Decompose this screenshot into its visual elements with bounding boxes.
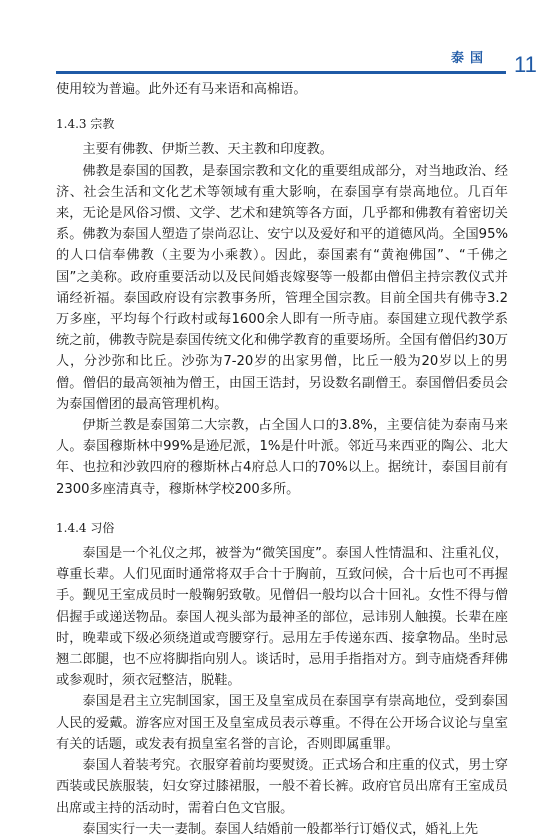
body-paragraph: 使用较为普遍。此外还有马来语和高棉语。	[56, 82, 307, 97]
section-heading-customs: 1.4.4 习俗	[56, 520, 115, 535]
page-body	[56, 79, 508, 840]
page-number: 11	[514, 52, 537, 77]
body-paragraph: 泰国是君主立宪制国家，国王及皇室成员在泰国享有崇高地位，受到泰国人民的爱戴。游客应对国王及皇室成员表示尊重。不得在公开场合议论与皇室有关的话题，或发表有损皇室名誉的言论，否则即属重罪。	[56, 694, 508, 752]
body-paragraph: 泰国人着装考究。衣服穿着前均要熨烫。正式场合和庄重的仪式，男士穿西装或民族服装，妇女穿过膝裙服，一般不着长裤。政府官员出席有王室成员出席或主持的活动时，需着白色文官服。	[56, 758, 508, 816]
header-rule	[56, 71, 506, 74]
running-header-title: 泰国	[451, 51, 490, 66]
body-paragraph: 伊斯兰教是泰国第二大宗教，占全国人口的3.8%，主要信徒为泰南马来人。泰国穆斯林中99%是逊尼派，1%是什叶派。邻近马来西亚的陶公、北大年、也拉和沙敦四府的穆斯林占4府总人口的70%以上。据统计，泰国目前有2300多座清真寺，穆斯林学校200多所。	[56, 418, 508, 497]
body-paragraph: 泰国是一个礼仪之邦，被誉为“微笑国度”。泰国人性情温和、注重礼仪，尊重长辈。人们见面时通常将双手合十于胸前，互致问候，合十后也可不再握手。觐见王室成员时一般鞠躬致敬。见僧侣一般均以合十回礼。女性不得与僧侣握手或递送物品。泰国人视头部为最神圣的部位，忌讳别人触摸。长辈在座时，晚辈或下级必须绕道或弯腰穿行。忌用左手传递东西、接拿物品。坐时忌翘二郎腿，也不应将脚指向别人。谈话时，忌用手指指对方。到寺庙烧香拜佛或参观时，须衣冠整洁，脱鞋。	[56, 546, 508, 689]
body-paragraph: 佛教是泰国的国教，是泰国宗教和文化的重要组成部分，对当地政治、经济、社会生活和文化艺术等领域有重大影响，在泰国享有崇高地位。几百年来，无论是风俗习惯、文学、艺术和建筑等各方面，几乎都和佛教有着密切关系。佛教为泰国人塑造了崇尚忍让、安宁以及爱好和平的道德风尚。全国95%的人口信奉佛教（主要为小乘教）。因此，泰国素有“黄袍佛国”、“千佛之国”之美称。政府重要活动以及民间婚丧嫁娶等一般都由僧侣主持宗教仪式并诵经祈福。泰国政府设有宗教事务所，管理全国宗教。目前全国共有佛寺3.2万多座，平均每个行政村或每1600余人即有一所寺庙。泰国建立现代教学系统之前，佛教寺院是泰国传统文化和佛学教育的重要场所。全国有僧侣约30万人，分沙弥和比丘。沙弥为7-20岁的出家男僧，比丘一般为20岁以上的男僧。僧侣的最高领袖为僧王，由国王诰封，另设数名副僧王。泰国僧侣委员会为泰国僧团的最高管理机构。	[56, 163, 508, 412]
section-heading-religion: 1.4.3 宗教	[56, 117, 115, 132]
body-paragraph: 主要有佛教、伊斯兰教、天主教和印度教。	[82, 142, 333, 158]
body-paragraph: 泰国实行一夫一妻制。泰国人结婚前一般都举行订婚仪式，婚礼上先	[82, 821, 479, 837]
